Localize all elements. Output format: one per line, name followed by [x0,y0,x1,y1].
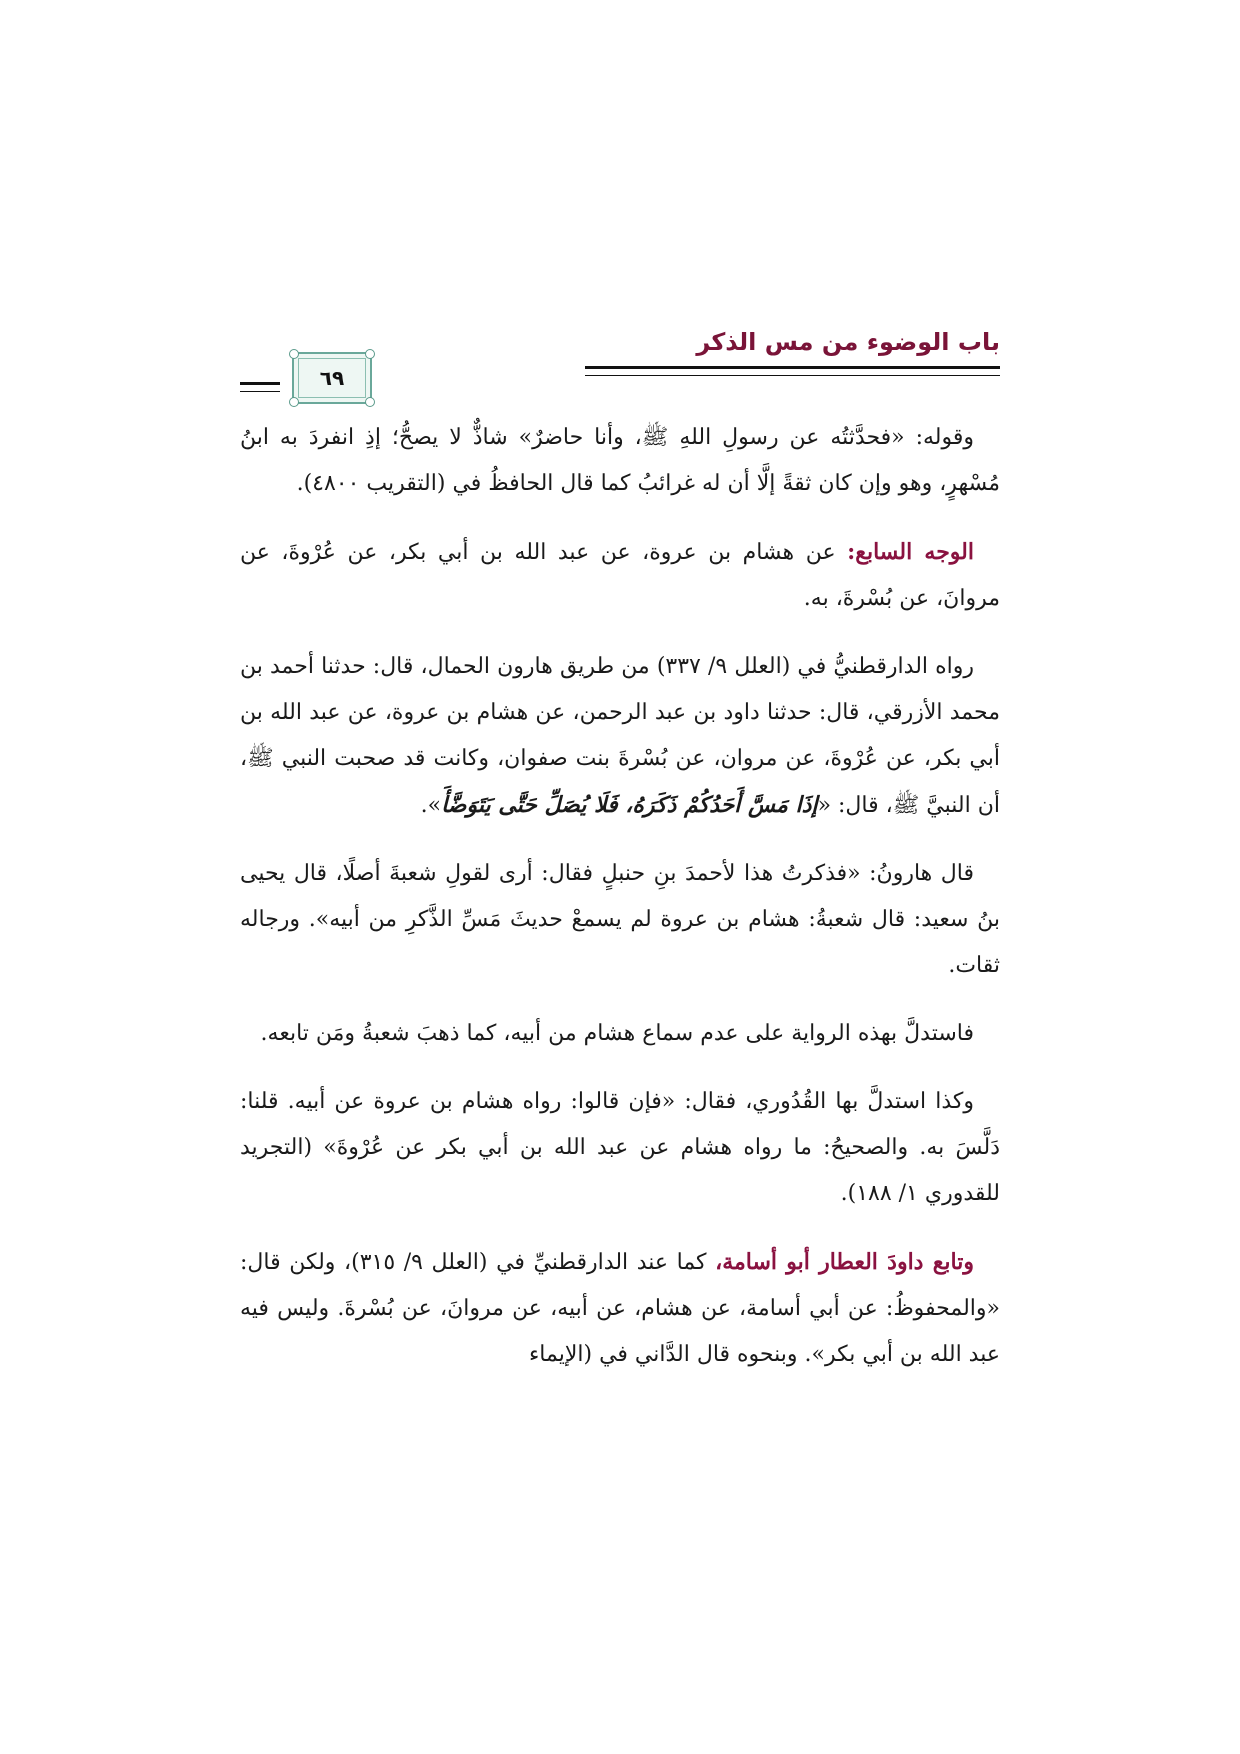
paragraph-text: رواه الدارقطنيُّ في (العلل ٩/ ٣٣٧) من طريق هارون الحمال، قال: حدثنا أحمد بن محمد الأزرقي، قال: حدثنا داود بن عبد الرحمن، عن هشام بن عروة، عن عبد الله بن أبي بكر، عن عُرْوةَ، عن مروان، عن بُسْرةَ بنت صفوان، وكانت قد صحبت النبي ﷺ، أن النبيَّ ﷺ، قال: « [240,654,1000,818]
body-text [240,415,1000,1400]
paragraph-tail: ». [420,793,442,818]
paragraph-text: وكذا استدلَّ بها القُدُوري، فقال: «فإن قالوا: رواه هشام بن عروة عن أبيه. قلنا: دَلَّسَ به. والصحيحُ: ما رواه هشام عن عبد الله بن أبي بكر عن عُرْوةَ» (التجريد للقدوري ١/ ١٨٨). [240,1089,1000,1206]
paragraph [240,851,1000,989]
page [240,320,1000,1700]
paragraph [240,644,1000,829]
paragraph [240,1079,1000,1217]
header-rule-left [240,382,280,392]
ornament-corner-icon [365,349,375,359]
page-number: ٦٩ [319,366,345,390]
paragraph-text: وقوله: «فحدَّثتُه عن رسولِ اللهِ ﷺ، وأنا حاضرٌ» شاذٌّ لا يصحُّ؛ إذِ انفردَ به ابنُ مُسْهرٍ، وهو وإن كان ثقةً إلَّا أن له غرائبُ كما قال الحافظُ في (التقريب ٤٨٠٠). [240,425,1000,496]
paragraph [240,529,1000,622]
paragraph-text: عن هشام بن عروة، عن عبد الله بن أبي بكر، عن عُرْوةَ، عن مروانَ، عن بُسْرةَ، به. [240,540,1000,611]
chapter-title: باب الوضوء من مس الذكر [696,328,1000,356]
page-number-badge [292,352,372,404]
paragraph [240,1011,1000,1057]
ornament-corner-icon [289,349,299,359]
header-rule-right [585,366,1000,376]
ornament-corner-icon [289,397,299,407]
paragraph [240,1239,1000,1378]
paragraph [240,415,1000,507]
page-header [240,320,1000,390]
paragraph-lead: الوجه السابع: [847,539,974,565]
paragraph-text: قال هارونُ: «فذكرتُ هذا لأحمدَ بنِ حنبلٍ فقال: أرى لقولِ شعبةَ أصلًا، قال يحيى بنُ سعيد: قال شعبةُ: هشام بن عروة لم يسمعْ حديثَ مَسِّ الذَّكرِ من أبيه». ورجاله ثقات. [240,861,1000,978]
paragraph-text: فاستدلَّ بهذه الرواية على عدم سماع هشام من أبيه، كما ذهبَ شعبةُ ومَن تابعه. [260,1021,974,1046]
hadith-quote: إذَا مَسَّ أَحَدُكُمْ ذَكَرَهُ، فَلَا يُصَلِّ حَتَّى يَتَوَضَّأَ [441,792,818,818]
paragraph-text: كما عند الدارقطنيِّ في (العلل ٩/ ٣١٥)، ولكن قال: «والمحفوظُ: عن أبي أسامة، عن هشام، عن أبيه، عن مروانَ، عن بُسْرةَ. وليس فيه عبد الله بن أبي بكر». وبنحوه قال الدَّاني في (الإيماء [240,1250,1000,1367]
paragraph-lead: وتابع داودَ العطار أبو أسامة، [715,1249,975,1275]
ornament-corner-icon [365,397,375,407]
